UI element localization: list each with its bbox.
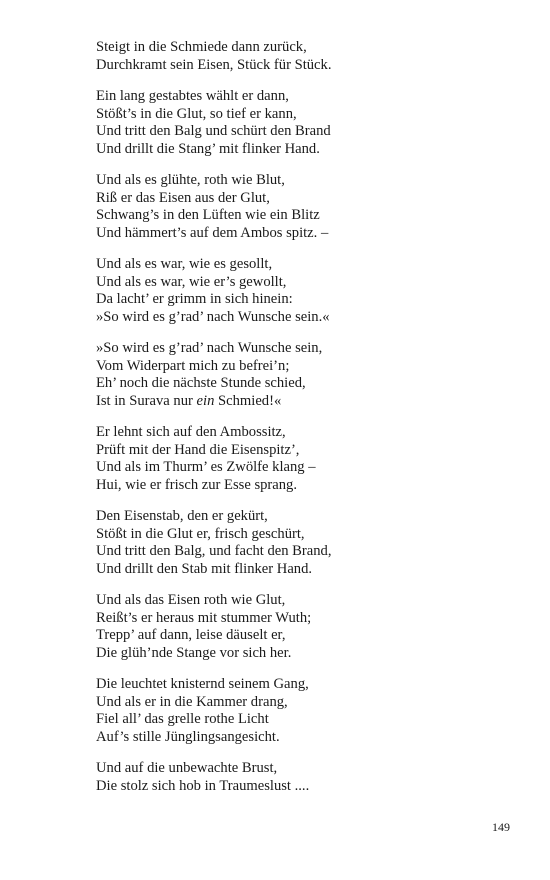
poem-line: Da lacht’ er grimm in sich hinein: bbox=[96, 291, 293, 307]
poem-line: Und als es glühte, roth wie Blut, bbox=[96, 172, 285, 188]
stanza bbox=[96, 172, 496, 242]
stanza bbox=[96, 39, 496, 74]
poem-line: Schwang’s in den Lüften wie ein Blitz bbox=[96, 207, 320, 223]
poem-line: Stößt’s in die Glut, so tief er kann, bbox=[96, 105, 297, 122]
stanza bbox=[96, 424, 496, 494]
poem-line: Er lehnt sich auf den Ambossitz, bbox=[96, 424, 286, 440]
poem-line: Steigt in die Schmiede dann zurück, bbox=[96, 39, 307, 55]
page-number: 149 bbox=[492, 820, 510, 834]
stanza bbox=[96, 256, 496, 326]
poem-line: Und tritt den Balg und schürt den Brand bbox=[96, 123, 331, 139]
stanza bbox=[96, 676, 496, 746]
poem-line: Die leuchtet knisternd seinem Gang, bbox=[96, 676, 309, 692]
poem-line bbox=[96, 393, 496, 411]
poem-line: Stößt in die Glut er, frisch geschürt, bbox=[96, 525, 305, 542]
poem-line: Und als das Eisen roth wie Glut, bbox=[96, 592, 286, 608]
poem-line: Reißt’s er heraus mit stummer Wuth; bbox=[96, 609, 312, 626]
poem-line: Fiel all’ das grelle rothe Licht bbox=[96, 711, 269, 727]
poem-line-text: Ist in Surava nur bbox=[96, 392, 197, 409]
stanza bbox=[96, 508, 496, 578]
stanza bbox=[96, 88, 496, 158]
stanza bbox=[96, 592, 496, 662]
poem-line: Und drillt die Stang’ mit flinker Hand. bbox=[96, 140, 320, 157]
poem-line: Ein lang gestabtes wählt er dann, bbox=[96, 88, 289, 104]
poem-line: Prüft mit der Hand die Eisenspitz’, bbox=[96, 441, 300, 458]
stanza bbox=[96, 340, 496, 410]
poem-line: Und drillt den Stab mit flinker Hand. bbox=[96, 560, 313, 577]
poem-line-emphasis: ein bbox=[196, 392, 215, 409]
poem-line: »So wird es g’rad’ nach Wunsche sein, bbox=[96, 340, 323, 356]
poem-line-text: Schmied!« bbox=[214, 392, 282, 409]
poem-line: Und auf die unbewachte Brust, bbox=[96, 760, 278, 776]
poem-line: Die glüh’nde Stange vor sich her. bbox=[96, 644, 292, 661]
stanza bbox=[96, 760, 496, 795]
poem-line: Vom Widerpart mich zu befrei’n; bbox=[96, 357, 290, 374]
poem-line: Die stolz sich hob in Traumeslust .... bbox=[96, 777, 310, 794]
poem-line: Und tritt den Balg, und facht den Brand, bbox=[96, 543, 332, 559]
poem-line: Hui, wie er frisch zur Esse sprang. bbox=[96, 476, 298, 493]
poem-body bbox=[96, 39, 496, 809]
poem-line: »So wird es g’rad’ nach Wunsche sein.« bbox=[96, 308, 330, 325]
poem-line: Und als es war, wie er’s gewollt, bbox=[96, 273, 287, 290]
poem-line: Auf’s stille Jünglingsangesicht. bbox=[96, 728, 280, 745]
poem-line: Durchkramt sein Eisen, Stück für Stück. bbox=[96, 56, 332, 73]
poem-line: Und hämmert’s auf dem Ambos spitz. – bbox=[96, 224, 329, 241]
poem-line: Riß er das Eisen aus der Glut, bbox=[96, 189, 270, 206]
poem-line: Trepp’ auf dann, leise däuselt er, bbox=[96, 627, 286, 643]
poem-line: Eh’ noch die nächste Stunde schied, bbox=[96, 375, 306, 391]
poem-line: Und als im Thurm’ es Zwölfe klang – bbox=[96, 459, 316, 475]
poem-line: Und als es war, wie es gesollt, bbox=[96, 256, 273, 272]
poem-line: Und als er in die Kammer drang, bbox=[96, 693, 288, 710]
poem-line: Den Eisenstab, den er gekürt, bbox=[96, 508, 268, 524]
